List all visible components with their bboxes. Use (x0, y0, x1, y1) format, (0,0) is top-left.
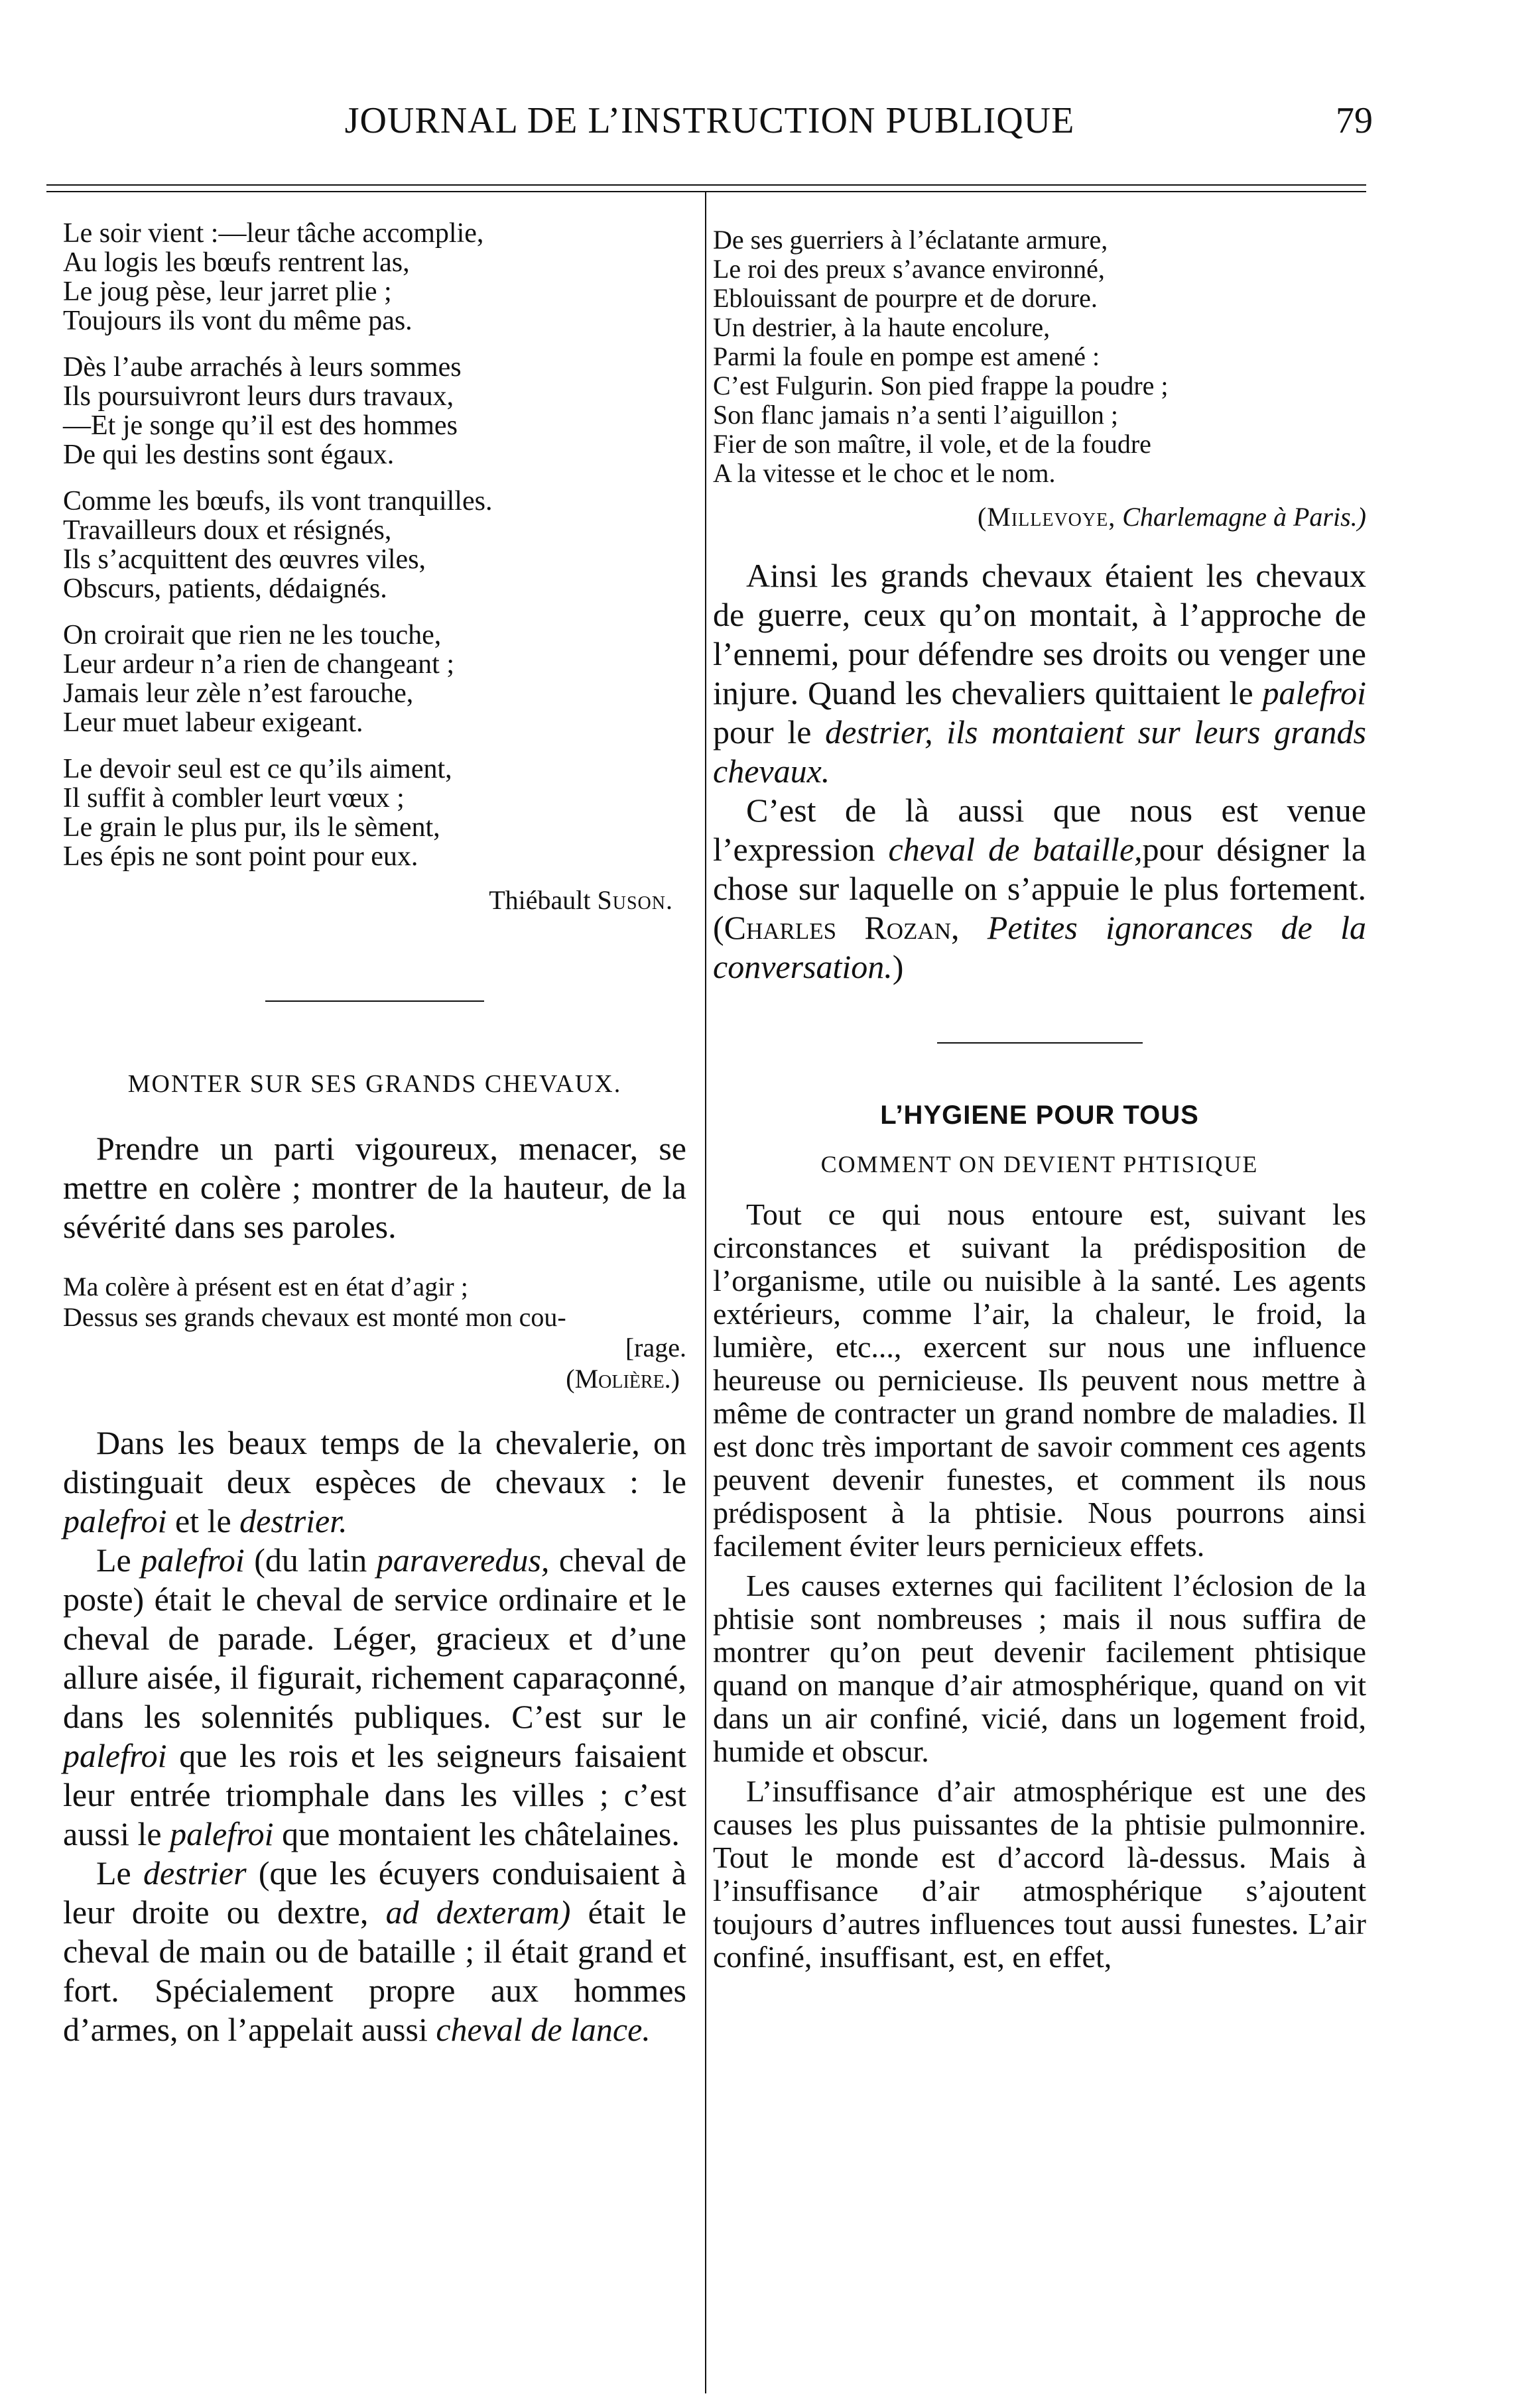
poem-stanza (63, 219, 686, 335)
column-divider (705, 192, 706, 2393)
definition-paragraph: Prendre un parti vigoureux, menacer, se mettre en colère ; montrer de la hauteur, de la sévérité dans ses paroles. (63, 1130, 686, 1245)
poem-line: Le joug pèse, leur jarret plie ; (63, 276, 392, 307)
section-title-chevaux: MONTER SUR SES GRANDS CHEVAUX. (127, 1070, 622, 1098)
paragraph-chevalerie: Dans les beaux temps de la chevalerie, on distinguait deux espèces de chevaux : le palefroi et le destrier. (63, 1424, 686, 1539)
moliere-quote (63, 1272, 686, 1363)
poem-line: Le devoir seul est ce qu’ils aiment, (63, 754, 452, 784)
paragraph-destrier: Le destrier (que les écuyers conduisaient à leur droite ou dextre, ad dexteram) était le cheval de main ou de bataille ; il était grand et fort. Spécialement propre aux hommes d’armes, on l’appelait aussi cheval de lance. (63, 1854, 687, 2048)
poem-author-last: Suson. (597, 885, 673, 915)
paragraph-cheval-bataille: C’est de là aussi que nous est venue l’expression cheval de bataille,pour désigner la chose sur laquelle on s’appuie le plus fortement. (Charles Rozan, Petites ignorances de la conversation.) (713, 792, 1367, 985)
left-poem-attribution (63, 884, 673, 916)
quote-author: (Molière.) (566, 1364, 680, 1394)
poem-line: C’est Fulgurin. Son pied frappe la poudre ; (713, 371, 1169, 400)
poem-line: Les épis ne sont point pour eux. (63, 841, 418, 872)
poem-stanza (63, 621, 686, 737)
left-column (63, 219, 686, 2049)
poem-stanza (63, 754, 686, 871)
poem-line: Son flanc jamais n’a senti l’aiguillon ; (713, 400, 1118, 430)
journal-title: JOURNAL DE L’INSTRUCTION PUBLIQUE (344, 100, 1075, 141)
poem-line: Toujours ils vont du même pas. (63, 306, 413, 336)
left-poem (63, 219, 686, 871)
running-header (46, 99, 1373, 152)
page-number: 79 (1336, 100, 1373, 141)
poem-line: On croirait que rien ne les touche, (63, 620, 442, 650)
poem-line: Ils poursuivront leurs durs travaux, (63, 381, 454, 412)
poem-stanza (63, 487, 686, 603)
poem-line: Ils s’acquittent des œuvres viles, (63, 544, 426, 575)
poem-line: Le soir vient :—leur tâche accomplie, (63, 218, 484, 249)
poem-line: Comme les bœufs, ils vont tranquilles. (63, 486, 493, 516)
paragraph-hygiene-2: Les causes externes qui facilitent l’éclosion de la phtisie sont nombreuses ; mais il nous suffira de montrer qu’on peut devenir facilement phtisique quand on manque d’air atmosphérique, quand on vit dans un air confiné, vicié, dans un logement froid, humide et obscur. (713, 1569, 1366, 1768)
header-rule-top (46, 184, 1366, 186)
poem-line: Un destrier, à la haute encolure, (713, 312, 1051, 342)
poem-line: A la vitesse et le choc et le nom. (713, 458, 1056, 488)
poem-line: Fier de son maître, il vole, et de la foudre (713, 429, 1151, 459)
poem-line: Il suffit à combler leurt vœux ; (63, 783, 405, 813)
section-subtitle: COMMENT ON DEVIENT PHTISIQUE (820, 1151, 1259, 1177)
poem-line: Le grain le plus pur, ils le sèment, (63, 812, 440, 843)
poem-line: —Et je songe qu’il est des hommes (63, 410, 458, 441)
paragraph-grands-chevaux: Ainsi les grands chevaux étaient les chevaux de guerre, ceux qu’on montait, à l’approche de l’ennemi, pour défendre ses droits ou venger une injure. Quand les chevaliers quittaient le palefroi pour le destrier, ils montaient sur leurs grands chevaux. (713, 557, 1366, 790)
quote-line: Ma colère à présent est en état d’agir ; (63, 1272, 468, 1301)
poem-author-first: Thiébault (489, 885, 591, 915)
paragraph-palefroi: Le palefroi (du latin paraveredus, cheval de poste) était le cheval de service ordinaire et le cheval de parade. Léger, gracieux et d’une allure aisée, il figurait, richement caparaçonné, dans les solennités publiques. C’est sur le palefroi que les rois et les seigneurs faisaient leur entrée triomphale dans les villes ; c’est aussi le palefroi que montaient les châtelaines. (63, 1541, 686, 1852)
poem-line: Leur ardeur n’a rien de changeant ; (63, 649, 455, 680)
section-separator (265, 1000, 484, 1002)
right-poem (713, 225, 1366, 488)
paragraph-hygiene-1: Tout ce qui nous entoure est, suivant les circonstances et suivant la prédisposition de l’organisme, utile ou nuisible à la santé. Les agents extérieurs, comme l’air, la chaleur, le froid, la lumière, etc..., exercent sur nous une influence heureuse ou pernicieuse. Ils peuvent nous mettre à même de contracter un grand nombre de maladies. Il est donc très important de savoir comment ces agents peuvent devenir funestes, et comment ils nous prédisposent à la phtisie. Nous pourrons ainsi facilement éviter leurs pernicieux effets. (713, 1197, 1366, 1563)
poem-line: Leur muet labeur exigeant. (63, 707, 363, 738)
poem-line: Eblouissant de pourpre et de dorure. (713, 283, 1098, 313)
quote-line: [rage. (625, 1333, 686, 1362)
poem-line: De ses guerriers à l’éclatante armure, (713, 225, 1108, 255)
poem-line: Jamais leur zèle n’est farouche, (63, 678, 414, 709)
section-separator (937, 1042, 1143, 1044)
poem-stanza (63, 353, 686, 469)
poem-line: Travailleurs doux et résignés, (63, 515, 392, 546)
quote-line: Dessus ses grands chevaux est monté mon cou- (63, 1302, 566, 1332)
right-column (713, 225, 1366, 1974)
header-rule-bottom (46, 191, 1366, 192)
paragraph-hygiene-3: L’insuffisance d’air atmosphérique est une des causes les plus puissantes de la phtisie pulmonnire. Tout le monde est d’accord là-dessus. Mais à l’insuffisance d’air atmosphérique s’ajoutent toujours d’autres influences tout aussi funestes. L’air confiné, insuffisant, est, en effet, (713, 1774, 1366, 1974)
right-poem-attribution: (Millevoye, Charlemagne à Paris.) (977, 502, 1366, 532)
poem-line: Le roi des preux s’avance environné, (713, 254, 1105, 284)
poem-line: Au logis les bœufs rentrent las, (63, 247, 410, 278)
poem-line: Obscurs, patients, dédaignés. (63, 573, 387, 604)
section-title-hygiene: L’HYGIENE POUR TOUS (880, 1101, 1199, 1130)
poem-line: De qui les destins sont égaux. (63, 440, 395, 470)
poem-line: Dès l’aube arrachés à leurs sommes (63, 352, 462, 383)
poem-line: Parmi la foule en pompe est amené : (713, 341, 1100, 371)
